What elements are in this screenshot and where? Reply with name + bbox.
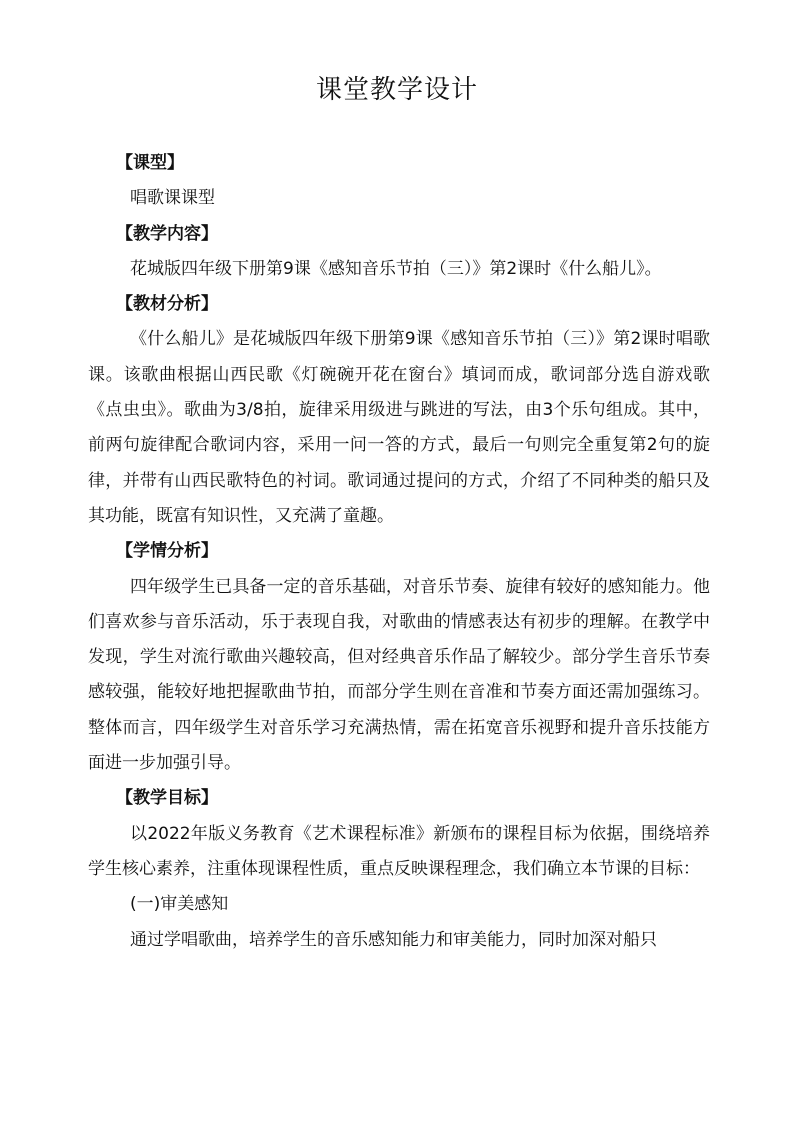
section-body-teaching-goals: 以2022年版义务教育《艺术课程标准》新颁布的课程目标为依据，围绕培养学生核心素养，注重体现课程性质，重点反映课程理念，我们确立本节课的目标：: [88, 823, 710, 879]
section-body-material-analysis: 《什么船儿》是花城版四年级下册第9课《感知音乐节拍（三）》第2课时唱歌课。该歌曲根据山西民歌《灯碗碗开花在窗台》填词而成，歌词部分选自游戏歌《点虫虫》。歌曲为3/8拍，旋律采用级进与跳进的写法，由3个乐句组成。其中，前两句旋律配合歌词内容，采用一问一答的方式，最后一句则完全重复第2句的旋律，并带有山西民歌特色的衬词。歌词通过提问的方式，介绍了不同种类的船只及其功能，既富有知识性，又充满了童趣。: [88, 329, 710, 526]
section-heading-teaching-content: 【教学内容】: [116, 223, 218, 244]
subheading-aesthetic-perception: (一)审美感知: [130, 894, 229, 915]
section-heading-student-analysis: 【学情分析】: [116, 541, 218, 562]
section-heading-material-analysis: 【教材分析】: [116, 294, 218, 315]
section-heading-lesson-type: 【课型】: [116, 153, 184, 173]
section-body-lesson-type: 唱歌课课型: [130, 188, 215, 209]
paragraph-aesthetic-perception: 通过学唱歌曲，培养学生的音乐感知能力和审美能力，同时加深对船只: [130, 929, 657, 950]
document-body: [88, 146, 710, 958]
section-body-teaching-content: 花城版四年级下册第9课《感知音乐节拍（三）》第2课时《什么船儿》。: [130, 258, 662, 279]
page-title: 课堂教学设计: [315, 75, 478, 105]
section-body-student-analysis: 四年级学生已具备一定的音乐基础，对音乐节奏、旋律有较好的感知能力。他们喜欢参与音乐活动，乐于表现自我，对歌曲的情感表达有初步的理解。在教学中发现，学生对流行歌曲兴趣较高，但对经典音乐作品了解较少。部分学生音乐节奏感较强，能较好地把握歌曲节拍，而部分学生则在音准和节奏方面还需加强练习。整体而言，四年级学生对音乐学习充满热情，需在拓宽音乐视野和提升音乐技能方面进一步加强引导。: [88, 576, 710, 774]
section-heading-teaching-goals: 【教学目标】: [116, 788, 218, 809]
